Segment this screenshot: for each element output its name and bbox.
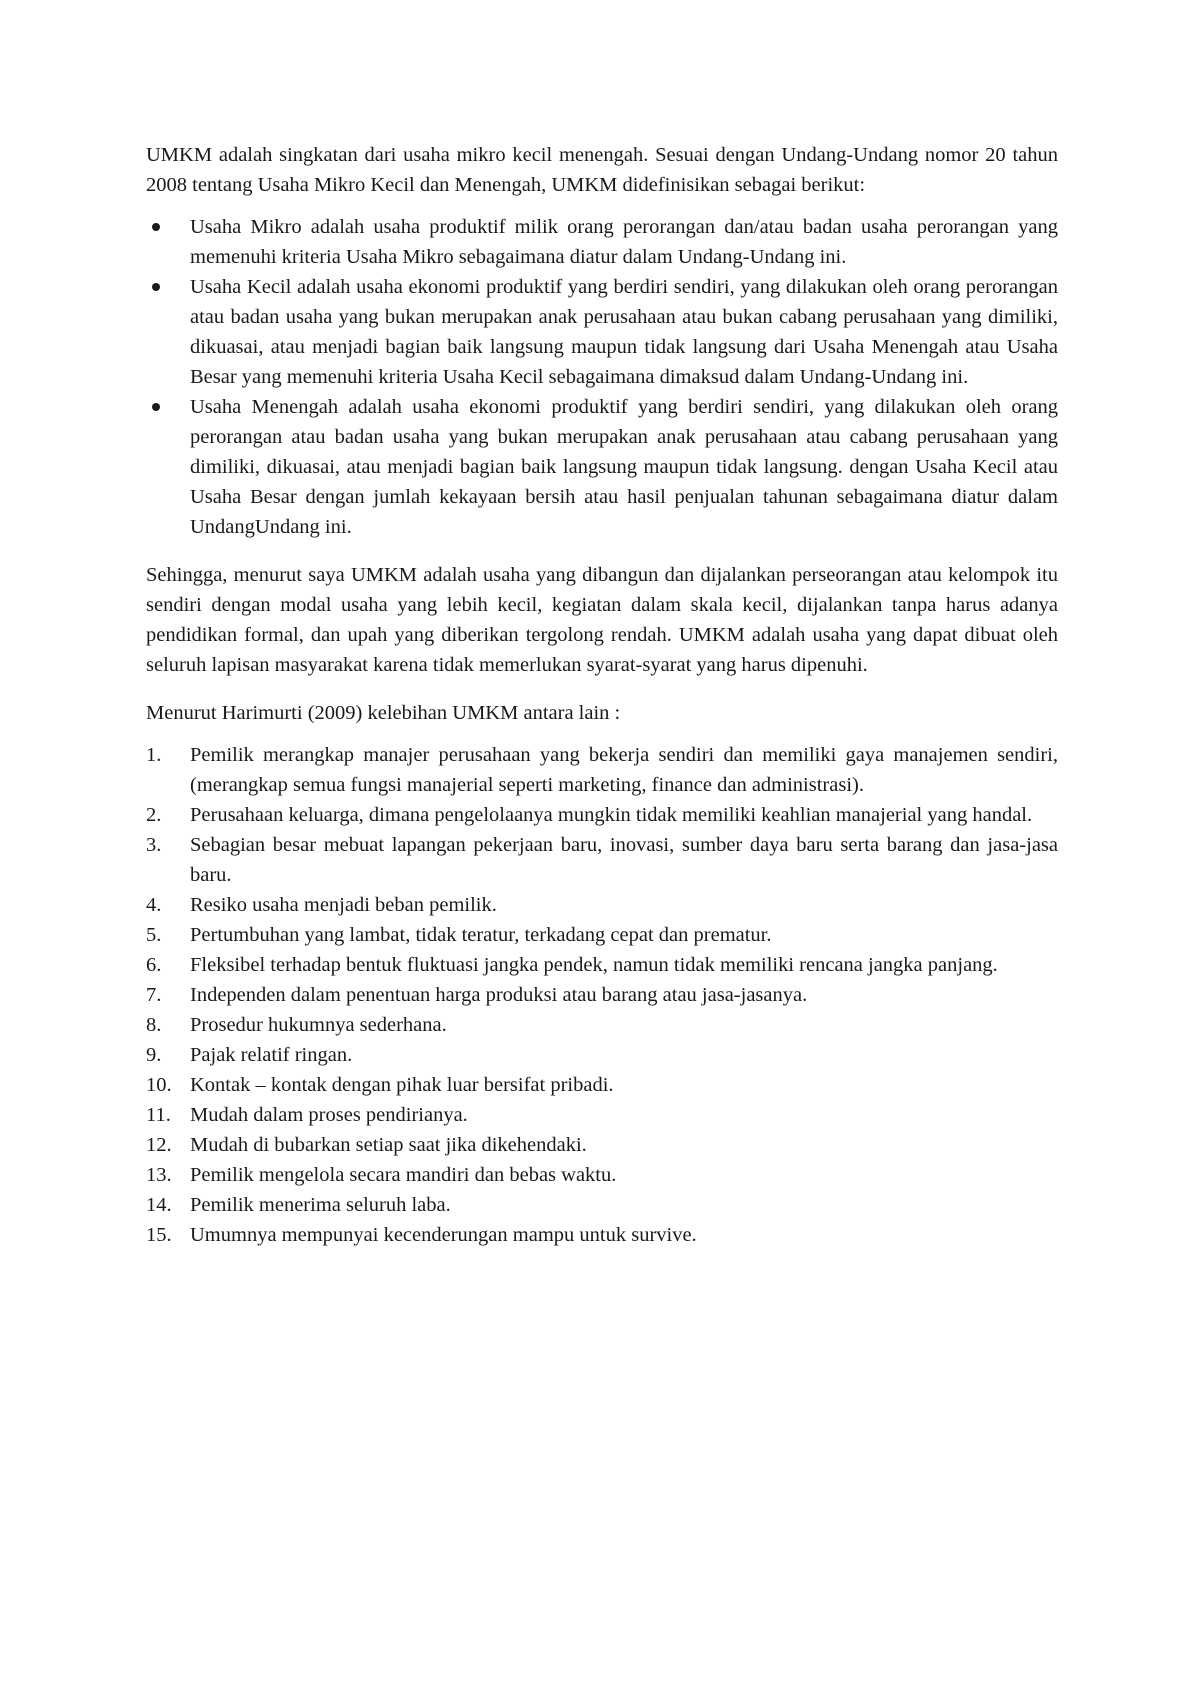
advantage-text: Perusahaan keluarga, dimana pengelolaanya mungkin tidak memiliki keahlian manajerial yang handal. [190,804,1033,826]
list-number: 8. [146,1014,162,1036]
bullet-icon [152,403,160,411]
advantage-text: Pemilik menerima seluruh laba. [190,1194,451,1216]
document-page [146,140,1058,1250]
list-number: 4. [146,894,162,916]
list-number: 2. [146,804,162,826]
list-item [146,1070,1058,1100]
bullet-icon [152,283,160,291]
list-number: 15. [146,1224,172,1246]
advantage-text: Pajak relatif ringan. [190,1044,353,1066]
list-item [146,392,1058,542]
list-number: 5. [146,924,162,946]
list-item [146,1010,1058,1040]
list-number: 9. [146,1044,162,1066]
list-item [146,800,1058,830]
list-item [146,740,1058,800]
list-item [146,272,1058,392]
advantage-text: Independen dalam penentuan harga produksi atau barang atau jasa-jasanya. [190,984,808,1006]
advantage-text: Pemilik mengelola secara mandiri dan bebas waktu. [190,1164,617,1186]
advantage-text: Prosedur hukumnya sederhana. [190,1014,447,1036]
definition-list [146,212,1058,542]
advantage-text: Mudah dalam proses pendirianya. [190,1104,468,1126]
bullet-icon [152,223,160,231]
advantages-intro: Menurut Harimurti (2009) kelebihan UMKM antara lain : [146,702,621,724]
definition-text: Usaha Mikro adalah usaha produktif milik orang perorangan dan/atau badan usaha perorangan yang memenuhi kriteria Usaha Mikro sebagaimana diatur dalam Undang-Undang ini. [190,216,1058,268]
list-number: 12. [146,1134,172,1156]
advantage-text: Pemilik merangkap manajer perusahaan yang bekerja sendiri dan memiliki gaya manajemen sendiri, (merangkap semua fungsi manajerial seperti marketing, finance dan administrasi). [190,744,1058,796]
list-item [146,1160,1058,1190]
advantage-text: Pertumbuhan yang lambat, tidak teratur, terkadang cepat dan prematur. [190,924,772,946]
list-item [146,890,1058,920]
list-item [146,1220,1058,1250]
advantage-text: Fleksibel terhadap bentuk fluktuasi jangka pendek, namun tidak memiliki rencana jangka panjang. [190,954,998,976]
advantage-text: Resiko usaha menjadi beban pemilik. [190,894,497,916]
list-item [146,1100,1058,1130]
list-number: 6. [146,954,162,976]
advantage-text: Kontak – kontak dengan pihak luar bersifat pribadi. [190,1074,614,1096]
list-item [146,980,1058,1010]
list-number: 7. [146,984,162,1006]
list-item [146,1190,1058,1220]
advantages-list [146,740,1058,1250]
advantage-text: Mudah di bubarkan setiap saat jika dikehendaki. [190,1134,587,1156]
advantage-text: Umumnya mempunyai kecenderungan mampu untuk survive. [190,1224,697,1246]
list-item [146,1040,1058,1070]
list-item [146,1130,1058,1160]
list-item [146,950,1058,980]
list-number: 1. [146,744,162,766]
definition-text: Usaha Kecil adalah usaha ekonomi produktif yang berdiri sendiri, yang dilakukan oleh orang perorangan atau badan usaha yang bukan merupakan anak perusahaan atau bukan cabang perusahaan yang dimiliki, dikuasai, atau menjadi bagian baik langsung maupun tidak langsung dari Usaha Menengah atau Usaha Besar yang memenuhi kriteria Usaha Kecil sebagaimana dimaksud dalam Undang-Undang ini. [190,276,1058,388]
list-number: 10. [146,1074,172,1096]
advantage-text: Sebagian besar mebuat lapangan pekerjaan baru, inovasi, sumber daya baru serta barang dan jasa-jasa baru. [190,834,1058,886]
list-item [146,212,1058,272]
opinion-paragraph: Sehingga, menurut saya UMKM adalah usaha yang dibangun dan dijalankan perseorangan atau kelompok itu sendiri dengan modal usaha yang lebih kecil, kegiatan dalam skala kecil, dijalankan tanpa harus adanya pendidikan formal, dan upah yang diberikan tergolong rendah. UMKM adalah usaha yang dapat dibuat oleh seluruh lapisan masyarakat karena tidak memerlukan syarat-syarat yang harus dipenuhi. [146,564,1058,676]
intro-paragraph: UMKM adalah singkatan dari usaha mikro kecil menengah. Sesuai dengan Undang-Undang nomor 20 tahun 2008 tentang Usaha Mikro Kecil dan Menengah, UMKM didefinisikan sebagai berikut: [146,144,1058,196]
list-number: 3. [146,834,162,856]
list-item [146,830,1058,890]
list-number: 14. [146,1194,172,1216]
list-number: 11. [146,1104,171,1126]
list-item [146,920,1058,950]
list-number: 13. [146,1164,172,1186]
definition-text: Usaha Menengah adalah usaha ekonomi produktif yang berdiri sendiri, yang dilakukan oleh orang perorangan atau badan usaha yang bukan merupakan anak perusahaan atau cabang perusahaan yang dimiliki, dikuasai, atau menjadi bagian baik langsung maupun tidak langsung. dengan Usaha Kecil atau Usaha Besar dengan jumlah kekayaan bersih atau hasil penjualan tahunan sebagaimana diatur dalam UndangUndang ini. [190,396,1058,538]
